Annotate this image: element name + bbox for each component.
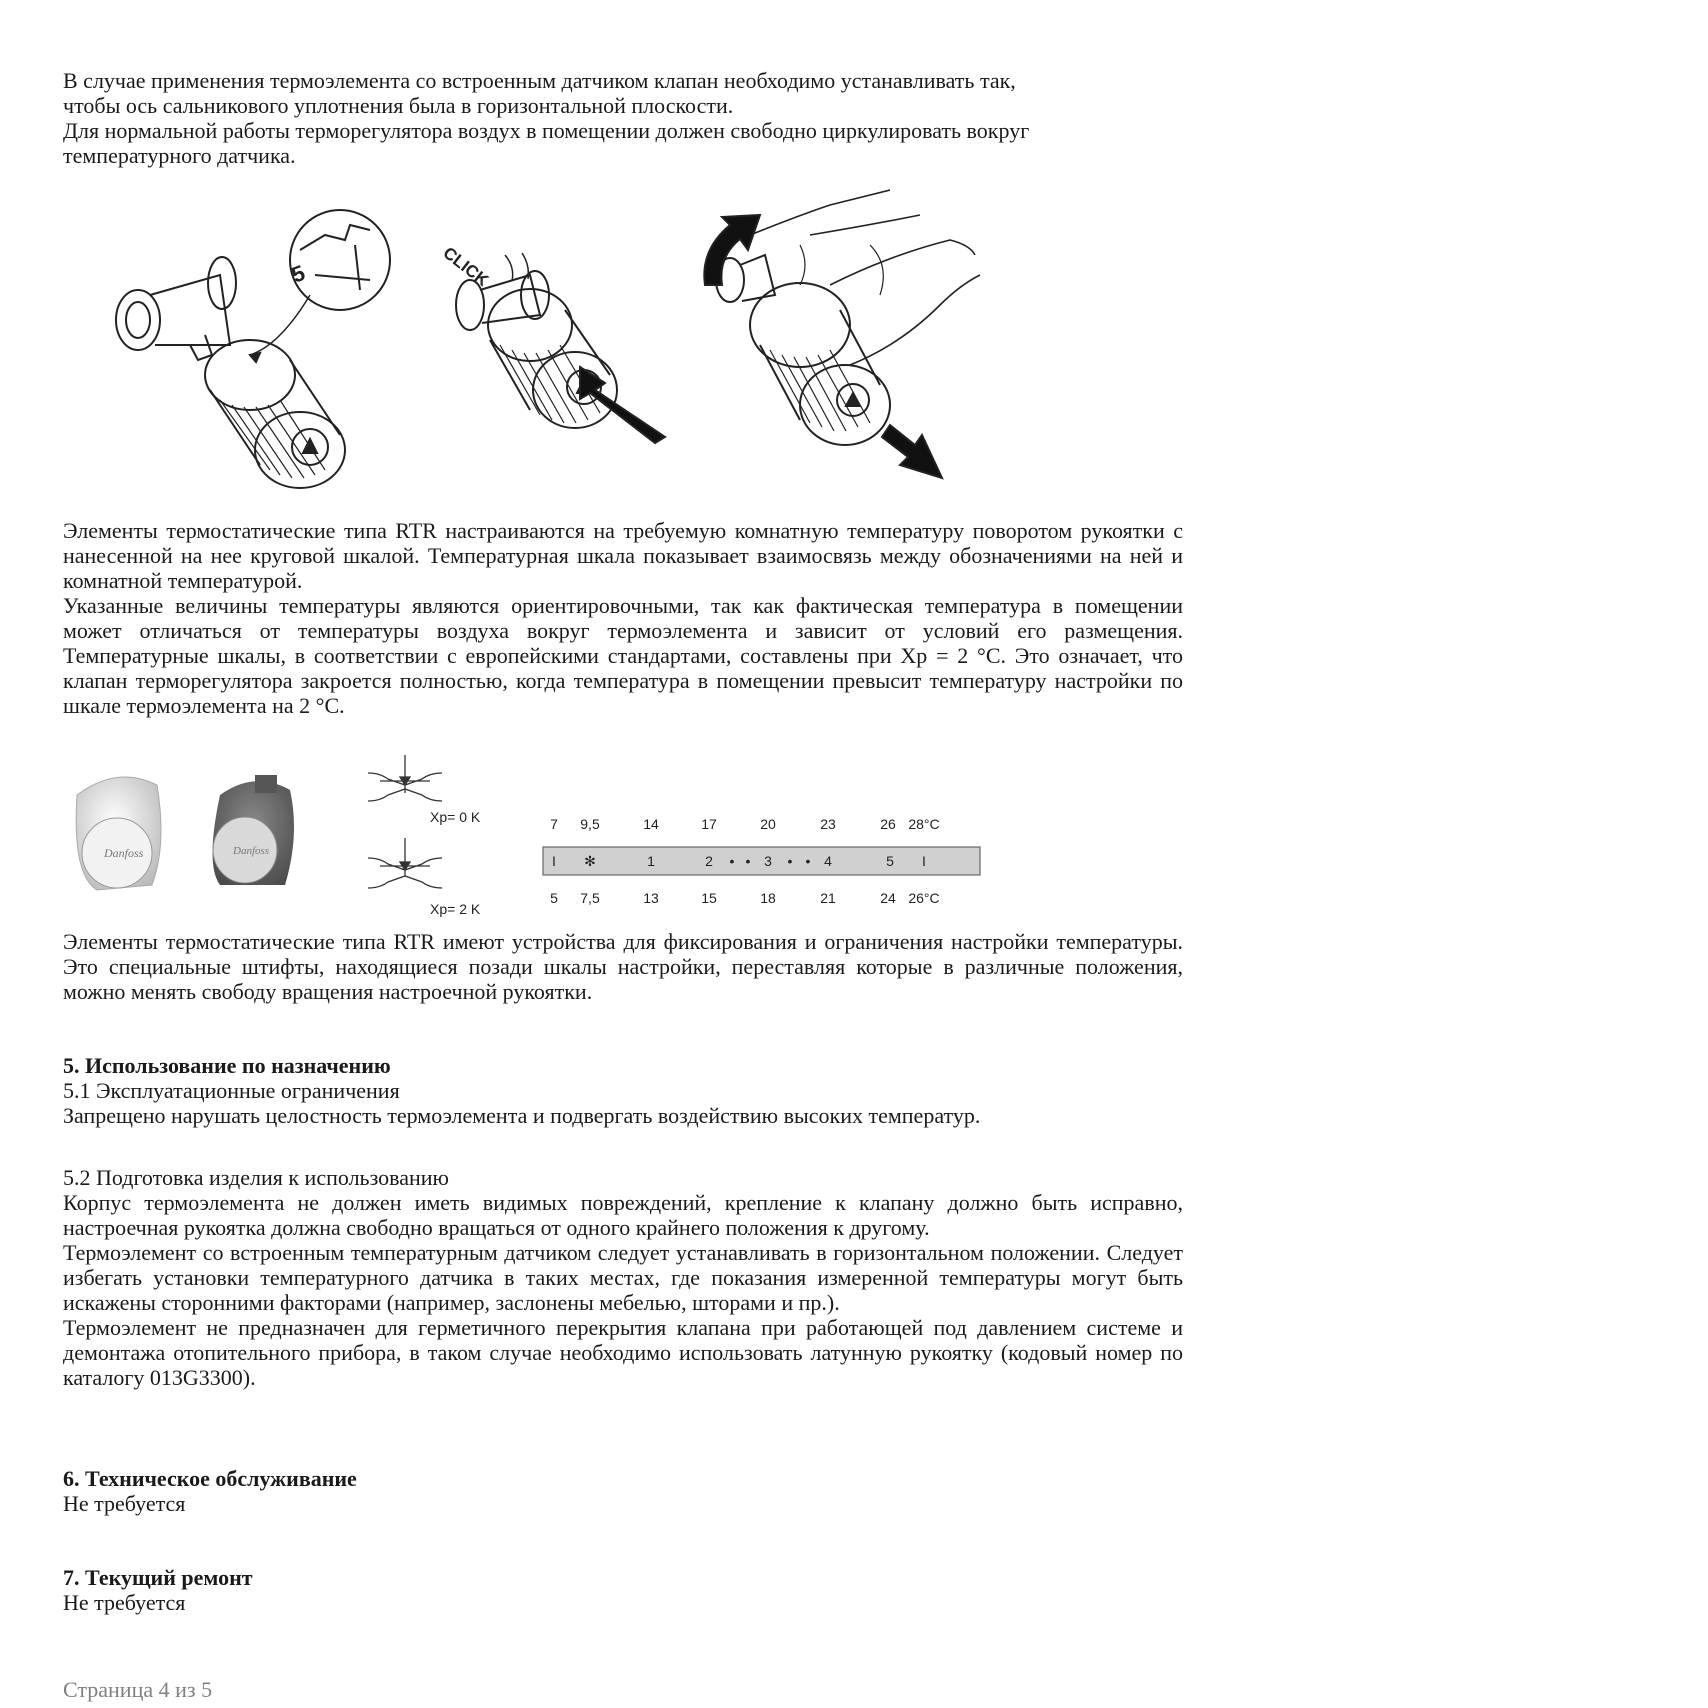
scale-top-value: 7 (550, 816, 558, 832)
temperature-scale (540, 805, 990, 915)
scale-top-value: 26 (880, 816, 896, 832)
scale-bottom-value: 5 (550, 890, 558, 906)
rtr-setting-paragraph: Элементы термостатические типа RTR настраиваются на требуемую комнатную температуру поворотом рукоятки с нанесенной на нее круговой шкалой. Температурная шкала показывает взаимосвязь между обозначениями на ней и комнатной температурой. Указанные величины температуры являются ориентировочными, так как фактическая температура в помещении может отличаться от температуры воздуха вокруг термоэлемента и зависит от условий его размещения. Температурные шкалы, в соответствии с европейскими стандартами, составлены при Xp = 2 °C. Это означает, что клапан терморегулятора закроется полностью, когда температура в помещении превысит температуру настройки по шкале термоэлемента на 2 °C. (63, 518, 1183, 718)
scale-bar-mark: ✻ (584, 853, 596, 869)
scale-top-value: 28°C (908, 816, 940, 832)
section5-sub1: 5.1 Эксплуатационные ограничения (63, 1078, 400, 1103)
scale-bar (543, 847, 980, 875)
brand-logo-white: Danfoss (104, 846, 144, 860)
section5-sub2: 5.2 Подготовка изделия к использованию (63, 1165, 449, 1190)
section5-text1: Запрещено нарушать целостность термоэлемента и подвергать воздействию высоких температур. (63, 1103, 981, 1128)
scale-bar-mark: • (805, 853, 811, 869)
dial-detail-icon (250, 210, 390, 362)
push-arrow-icon (580, 367, 665, 443)
click-label: CLICK (439, 243, 493, 291)
thermostat-white-photo (62, 765, 172, 905)
section6-heading: 6. Техническое обслуживание (63, 1466, 357, 1491)
scale-bottom-value: 26°C (908, 890, 940, 906)
section5-text2: Корпус термоэлемента не должен иметь видимых повреждений, крепление к клапану должно быть исправно, настроечная рукоятка должна свободно вращаться от одного крайнего положения к другому. Термоэлемент со встроенным температурным датчиком следует устанавливать в горизонтальном положении. Следует избегать установки температурного датчика в таких местах, где показания измеренной температуры могут быть искажены сторонними факторами (например, заслонены мебелью, шторами и пр.). Термоэлемент не предназначен для герметичного перекрытия клапана при работающей под давлением системе и демонтажа отопительного прибора, в таком случае необходимо использовать латунную рукоятку (кодовый номер по каталогу 013G3300). (63, 1190, 1183, 1390)
thermostat-grey-photo (200, 775, 300, 895)
installation-illustration (110, 195, 990, 495)
rtr-limits-paragraph: Элементы термостатические типа RTR имеют устройства для фиксирования и ограничения настройки температуры. Это специальные штифты, находящиеся позади шкалы настройки, переставляя которые в различные положения, можно менять свободу вращения настроечной рукоятки. (63, 929, 1183, 1004)
xp2-label: Xp= 2 K (430, 901, 481, 917)
section6-text: Не требуется (63, 1491, 186, 1516)
scale-bottom-value: 15 (701, 890, 717, 906)
scale-bottom-value: 13 (643, 890, 659, 906)
scale-bar-mark: I (922, 853, 926, 869)
section7-text: Не требуется (63, 1590, 186, 1615)
page-number: Страница 4 из 5 (63, 1677, 213, 1702)
scale-top-value: 17 (701, 816, 717, 832)
scale-bottom-value: 21 (820, 890, 836, 906)
installation-svg (110, 195, 990, 495)
valve-symbol-xp2 (360, 838, 500, 918)
xp0-label: Xp= 0 K (430, 809, 481, 825)
section7-heading: 7. Текущий ремонт (63, 1565, 253, 1590)
scale-top-value: 14 (643, 816, 659, 832)
scale-top-value: 20 (760, 816, 776, 832)
thermostat-head-click-icon (488, 289, 617, 428)
scale-bar-mark: 5 (886, 853, 894, 869)
scale-bar-mark: • (729, 853, 735, 869)
thermostat-head-icon (205, 340, 345, 488)
scale-bar-mark: 3 (764, 853, 772, 869)
scale-bar-mark: • (745, 853, 751, 869)
dial-mark-label: 5 (288, 260, 309, 288)
section5-heading: 5. Использование по назначению (63, 1053, 391, 1078)
scale-bottom-value: 7,5 (580, 890, 600, 906)
scale-bar-mark: I (552, 853, 556, 869)
scale-bottom-value: 18 (760, 890, 776, 906)
scale-bar-mark: 1 (647, 853, 655, 869)
valve-body-icon (116, 257, 236, 360)
pull-arrow-icon (882, 425, 942, 478)
valve-symbol-xp0 (360, 755, 500, 825)
scale-top-value: 23 (820, 816, 836, 832)
install-orientation-paragraph: В случае применения термоэлемента со встроенным датчиком клапан необходимо устанавливать так, чтобы ось сальникового уплотнения была в горизонтальной плоскости. Для нормальной работы терморегулятора воздух в помещении должен свободно циркулировать вокруг температурного датчика. (63, 68, 1030, 168)
scale-top-value: 9,5 (580, 816, 600, 832)
brand-logo-grey: Danfoss (233, 845, 270, 857)
scale-bar-mark: • (787, 853, 793, 869)
temperature-scale-svg (540, 805, 990, 915)
scale-bar-mark: 2 (705, 853, 713, 869)
scale-bar-mark: 4 (824, 853, 832, 869)
rotate-arrow-icon (704, 215, 760, 285)
scale-bottom-value: 24 (880, 890, 896, 906)
